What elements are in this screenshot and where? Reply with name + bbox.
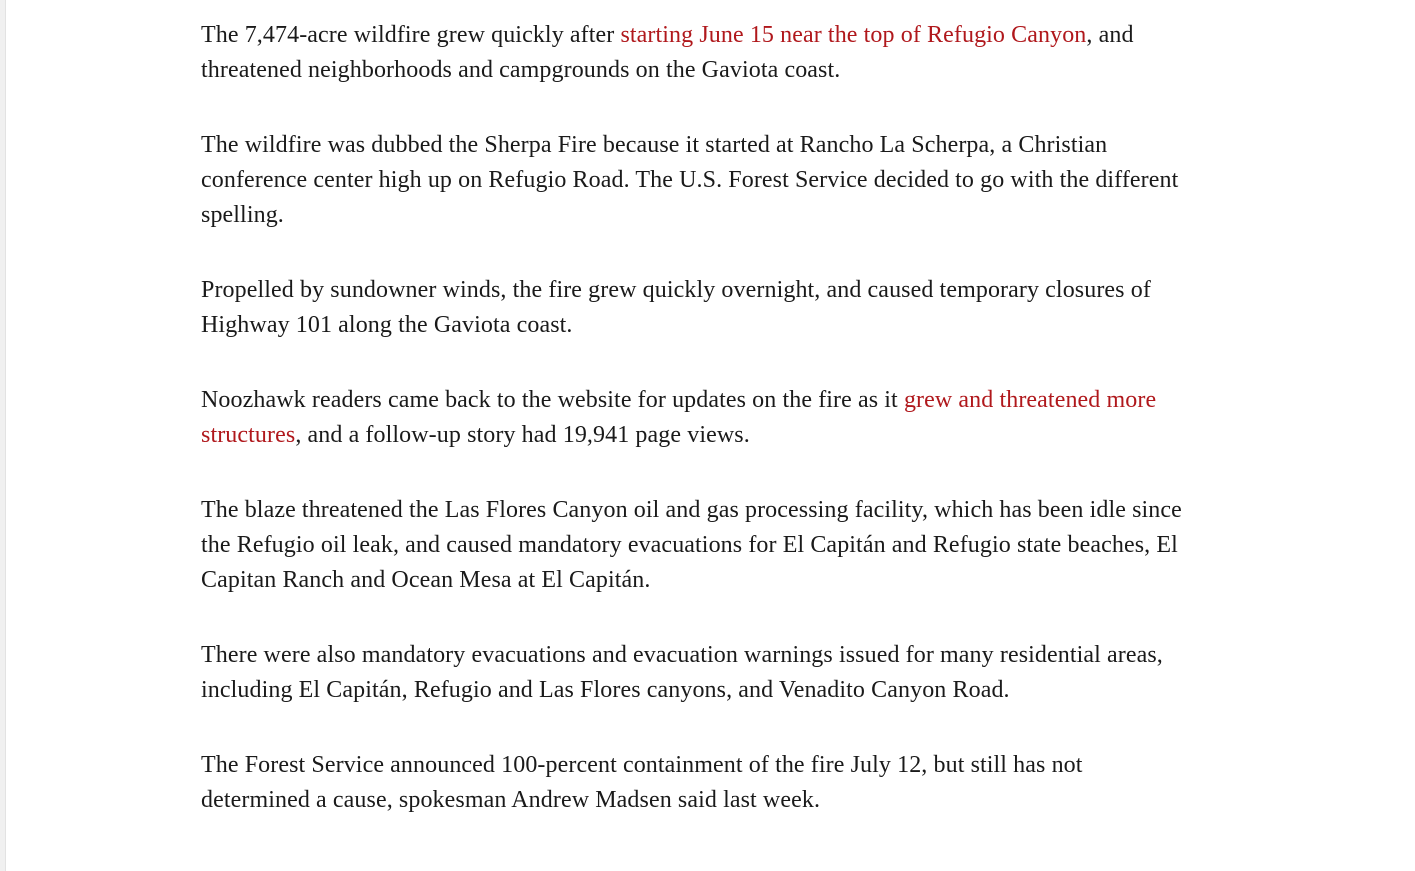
paragraph-text: , and a follow-up story had 19,941 page views. <box>295 422 750 448</box>
paragraph-text: Noozhawk readers came back to the website for updates on the fire as it <box>201 387 904 413</box>
link-starting-june-15[interactable]: starting June 15 near the top of Refugio Canyon <box>620 22 1087 48</box>
paragraph-fire-start <box>201 18 1186 88</box>
paragraph-evacuations: There were also mandatory evacuations and evacuation warnings issued for many residential areas, including El Capitán, Refugio and Las Flores canyons, and Venadito Canyon Road. <box>201 642 1163 703</box>
paragraph-text: The 7,474-acre wildfire grew quickly after <box>201 22 621 48</box>
paragraph-las-flores-facility: The blaze threatened the Las Flores Canyon oil and gas processing facility, which has been idle since the Refugio oil leak, and caused mandatory evacuations for El Capitán and Refugio state beaches, El Capitan Ranch and Ocean Mesa at El Capitán. <box>201 497 1182 593</box>
article-body <box>201 18 1186 858</box>
paragraph-sundowner-winds: Propelled by sundowner winds, the fire grew quickly overnight, and caused temporary closures of Highway 101 along the Gaviota coast. <box>201 277 1151 338</box>
paragraph-readers-updates <box>201 383 1186 453</box>
paragraph-sherpa-name: The wildfire was dubbed the Sherpa Fire because it started at Rancho La Scherpa, a Christian conference center high up on Refugio Road. The U.S. Forest Service decided to go with the different spelling. <box>201 132 1179 228</box>
page-left-edge <box>0 0 6 871</box>
paragraph-text: , and threatened neighborhoods and campgrounds on the Gaviota coast. <box>201 22 1134 83</box>
paragraph-containment: The Forest Service announced 100-percent containment of the fire July 12, but still has not determined a cause, spokesman Andrew Madsen said last week. <box>201 752 1083 813</box>
link-grew-and-threatened[interactable]: grew and threatened more structures <box>201 387 1157 448</box>
